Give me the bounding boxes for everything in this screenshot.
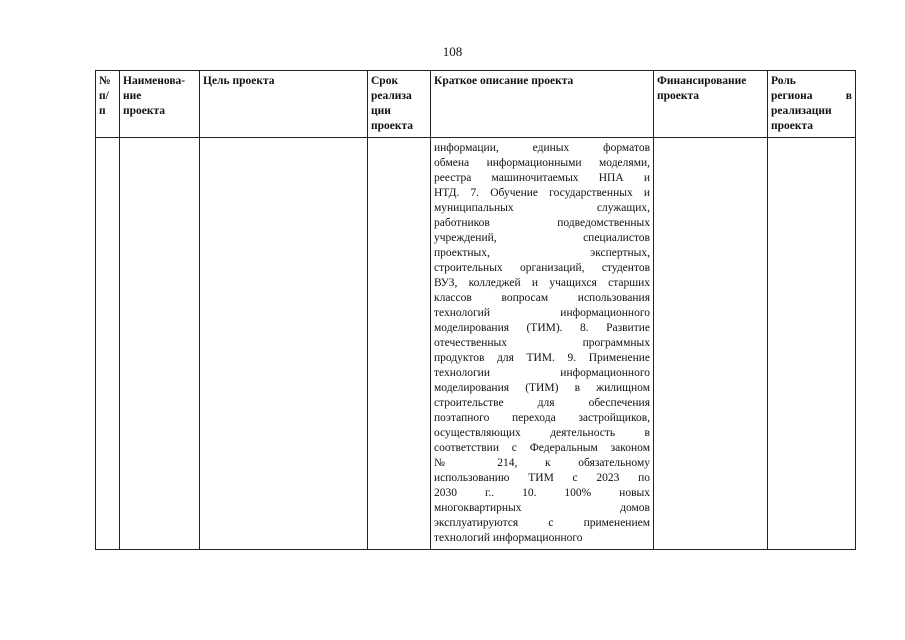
description-line: осуществляющих деятельность в: [434, 427, 650, 439]
description-line: моделирования (ТИМ). 8. Развитие: [434, 322, 650, 334]
header-term: Срок реализа ции проекта: [368, 71, 431, 138]
description-line: моделирования (ТИМ) в жилищном: [434, 382, 650, 394]
header-num: № п/ п: [96, 71, 120, 138]
description-line: проектных, экспертных,: [434, 247, 650, 259]
cell-goal: [200, 138, 368, 550]
description-text: [434, 141, 650, 546]
description-line: строительстве для обеспечения: [434, 397, 650, 409]
description-line: 2030 г.. 10. 100% новых: [434, 487, 650, 499]
description-line: работников подведомственных: [434, 217, 650, 229]
project-table: [95, 70, 856, 550]
cell-term: [368, 138, 431, 550]
header-description: Краткое описание проекта: [431, 71, 654, 138]
description-line: информации, единых форматов: [434, 142, 650, 154]
table-row: [96, 138, 856, 550]
cell-name: [120, 138, 200, 550]
description-line: отечественных программных: [434, 337, 650, 349]
description-line: эксплуатируются с применением: [434, 517, 650, 529]
description-line: учреждений, специалистов: [434, 232, 650, 244]
description-line: ВУЗ, колледжей и учащихся старших: [434, 277, 650, 289]
description-line: технологий информационного: [434, 307, 650, 319]
page-number: 108: [442, 44, 463, 59]
description-line: технологии информационного: [434, 367, 650, 379]
description-line: муниципальных служащих,: [434, 202, 650, 214]
description-line: № 214, к обязательному: [434, 457, 650, 469]
cell-role: [768, 138, 856, 550]
description-line: технологий информационного: [434, 532, 583, 544]
cell-financing: [654, 138, 768, 550]
description-line: классов вопросам использования: [434, 292, 650, 304]
cell-description: [431, 138, 654, 550]
header-goal: Цель проекта: [200, 71, 368, 138]
description-line: соответствии с Федеральным законом: [434, 442, 650, 454]
header-role: Роль региона в реализации проекта: [768, 71, 856, 138]
description-line: продуктов для ТИМ. 9. Применение: [434, 352, 650, 364]
header-name: Наименова- ние проекта: [120, 71, 200, 138]
table-header-row: [96, 71, 856, 138]
description-line: обмена информационными моделями,: [434, 157, 650, 169]
header-financing: Финансирование проекта: [654, 71, 768, 138]
description-line: многоквартирных домов: [434, 502, 650, 514]
description-line: реестра машиночитаемых НПА и: [434, 172, 650, 184]
description-line: поэтапного перехода застройщиков,: [434, 412, 650, 424]
description-line: использованию ТИМ с 2023 по: [434, 472, 650, 484]
cell-num: [96, 138, 120, 550]
description-line: НТД. 7. Обучение государственных и: [434, 187, 650, 199]
description-line: строительных организаций, студентов: [434, 262, 650, 274]
